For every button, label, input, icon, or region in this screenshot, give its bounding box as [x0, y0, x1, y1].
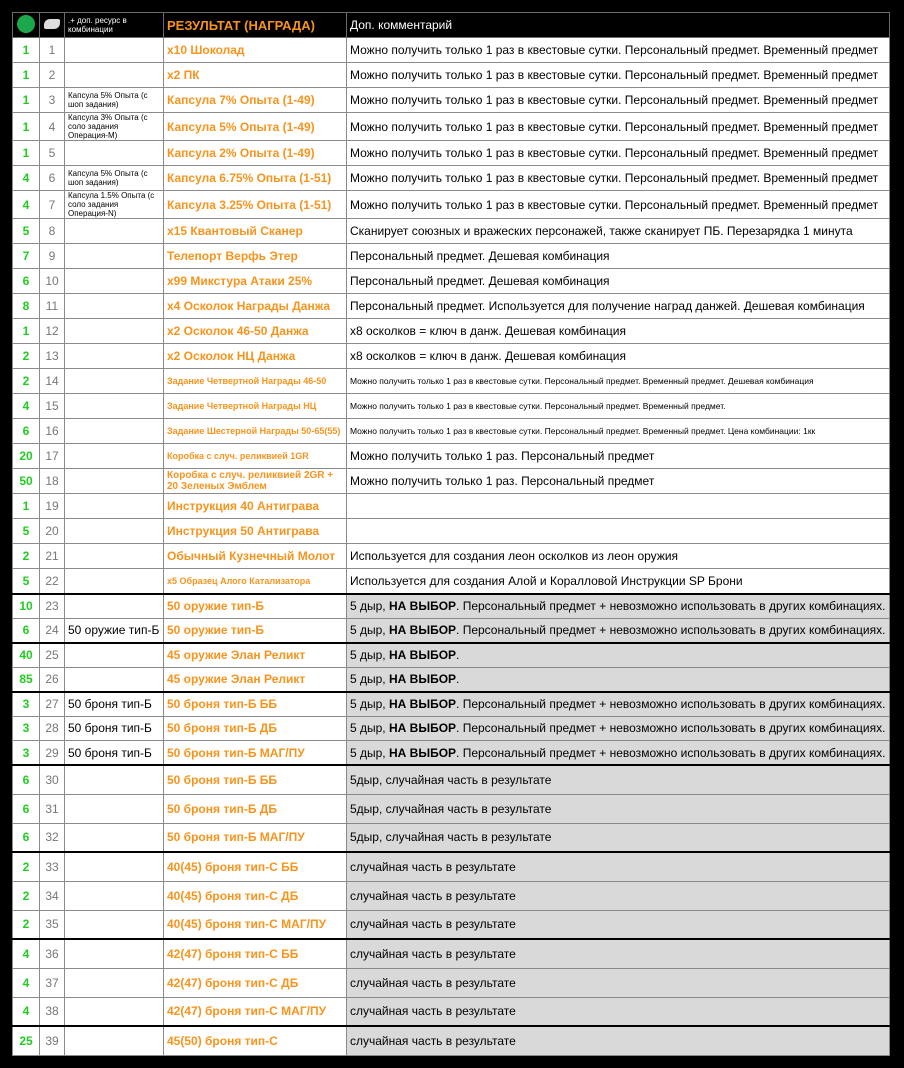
comment-choice: НА ВЫБОР: [388, 745, 457, 760]
row-number: 2: [40, 63, 65, 88]
row-extra-resource: [65, 469, 164, 494]
table-row: [13, 667, 890, 692]
table-row: [13, 618, 890, 643]
row-result-name: Обычный Кузнечный Молот: [164, 544, 347, 569]
row-number: 29: [40, 741, 65, 766]
table-row: [13, 63, 890, 88]
table-row: [13, 939, 890, 968]
table-row: [13, 692, 890, 717]
comment-choice: НА ВЫБОР: [388, 721, 457, 736]
row-extra-resource: [65, 594, 164, 619]
row-count: 3: [13, 716, 40, 741]
row-result-name: Задание Шестерной Награды 50-65(55): [164, 419, 347, 444]
row-comment: [347, 692, 890, 717]
row-comment: случайная часть в результате: [347, 1026, 890, 1055]
table-row: [13, 910, 890, 939]
row-number: 22: [40, 569, 65, 594]
row-number: 16: [40, 419, 65, 444]
row-extra-resource: Капсула 3% Опыта (с соло задания Операция-М): [65, 113, 164, 141]
row-number: 35: [40, 910, 65, 939]
row-count: 4: [13, 394, 40, 419]
row-comment: Персональный предмет. Дешевая комбинация: [347, 269, 890, 294]
row-count: 20: [13, 444, 40, 469]
row-count: 2: [13, 881, 40, 910]
row-extra-resource: [65, 643, 164, 668]
comment-part: 5 дыр,: [350, 648, 389, 662]
row-number: 5: [40, 141, 65, 166]
row-result-name: x4 Осколок Награды Данжа: [164, 294, 347, 319]
row-result-name: Задание Четвертной Награды НЦ: [164, 394, 347, 419]
row-extra-resource: Капсула 5% Опыта (с шоп задания): [65, 88, 164, 113]
row-comment: [347, 667, 890, 692]
row-number: 8: [40, 219, 65, 244]
table-row: [13, 88, 890, 113]
row-count: 6: [13, 618, 40, 643]
row-number: 12: [40, 319, 65, 344]
row-number: 30: [40, 765, 65, 794]
row-extra-resource: [65, 968, 164, 997]
row-number: 4: [40, 113, 65, 141]
comment-part: 5 дыр,: [350, 599, 389, 613]
row-comment: [347, 594, 890, 619]
comment-part: 5 дыр,: [350, 672, 389, 686]
row-number: 18: [40, 469, 65, 494]
row-count: 1: [13, 88, 40, 113]
row-count: 5: [13, 569, 40, 594]
table-row: [13, 444, 890, 469]
row-result-name: 50 броня тип-Б ДБ: [164, 716, 347, 741]
row-number: 25: [40, 643, 65, 668]
row-result-name: 40(45) броня тип-С ББ: [164, 852, 347, 881]
comment-part: 5 дыр,: [350, 721, 389, 736]
row-comment: Персональный предмет. Дешевая комбинация: [347, 244, 890, 269]
table-row: [13, 643, 890, 668]
row-result-name: Капсула 6.75% Опыта (1-51): [164, 166, 347, 191]
row-comment: случайная часть в результате: [347, 968, 890, 997]
comment-part: . Персональный предмет + невозможно использовать в других комбинациях.: [456, 745, 886, 760]
row-comment: Сканирует союзных и вражеских персонажей, также сканирует ПБ. Перезарядка 1 минута: [347, 219, 890, 244]
row-number: 10: [40, 269, 65, 294]
row-number: 21: [40, 544, 65, 569]
row-result-name: Коробка с случ. реликвией 2GR + 20 Зеленых Эмблем: [164, 469, 347, 494]
row-comment: [347, 716, 890, 741]
row-comment: Можно получить только 1 раз в квестовые сутки. Персональный предмет. Временный предмет.: [347, 394, 890, 419]
row-result-name: 40(45) броня тип-С ДБ: [164, 881, 347, 910]
header-row: [13, 13, 890, 38]
creature-icon: [44, 19, 60, 29]
row-extra-resource: [65, 881, 164, 910]
row-extra-resource: [65, 419, 164, 444]
row-extra-resource: [65, 569, 164, 594]
row-number: 3: [40, 88, 65, 113]
row-extra-resource: [65, 244, 164, 269]
row-extra-resource: 50 броня тип-Б: [65, 716, 164, 741]
header-num-cell: [40, 13, 65, 38]
row-result-name: 45(50) броня тип-С: [164, 1026, 347, 1055]
table-row: [13, 794, 890, 823]
row-comment: Можно получить только 1 раз. Персональный предмет: [347, 444, 890, 469]
row-comment: Используется для создания Алой и Коралловой Инструкции SP Брони: [347, 569, 890, 594]
row-count: 1: [13, 113, 40, 141]
row-number: 20: [40, 519, 65, 544]
row-extra-resource: [65, 141, 164, 166]
row-count: 4: [13, 939, 40, 968]
row-result-name: Капсула 5% Опыта (1-49): [164, 113, 347, 141]
row-extra-resource: [65, 939, 164, 968]
row-comment: 5дыр, случайная часть в результате: [347, 823, 890, 852]
row-count: 5: [13, 519, 40, 544]
row-count: 7: [13, 244, 40, 269]
row-count: 6: [13, 765, 40, 794]
table-row: [13, 294, 890, 319]
row-number: 23: [40, 594, 65, 619]
row-comment: [347, 643, 890, 668]
row-number: 34: [40, 881, 65, 910]
comment-part: . Персональный предмет + невозможно использовать в других комбинациях.: [456, 599, 886, 613]
row-comment: Можно получить только 1 раз в квестовые сутки. Персональный предмет. Временный предмет: [347, 38, 890, 63]
table-row: [13, 191, 890, 219]
row-number: 36: [40, 939, 65, 968]
table-row: [13, 594, 890, 619]
row-comment: [347, 618, 890, 643]
row-count: 25: [13, 1026, 40, 1055]
comment-choice: НА ВЫБОР: [388, 623, 457, 637]
row-number: 7: [40, 191, 65, 219]
row-extra-resource: 50 броня тип-Б: [65, 692, 164, 717]
row-count: 5: [13, 219, 40, 244]
row-comment: случайная часть в результате: [347, 997, 890, 1026]
row-number: 1: [40, 38, 65, 63]
table-row: [13, 344, 890, 369]
table-row: [13, 369, 890, 394]
combination-table-container: [12, 12, 889, 1056]
row-number: 11: [40, 294, 65, 319]
row-extra-resource: [65, 269, 164, 294]
row-comment: Можно получить только 1 раз в квестовые сутки. Персональный предмет. Временный предмет: [347, 88, 890, 113]
row-number: 6: [40, 166, 65, 191]
row-extra-resource: [65, 63, 164, 88]
table-row: [13, 244, 890, 269]
comment-part: . Персональный предмет + невозможно использовать в других комбинациях.: [456, 721, 886, 736]
row-result-name: x99 Микстура Атаки 25%: [164, 269, 347, 294]
table-row: [13, 166, 890, 191]
row-comment: Можно получить только 1 раз в квестовые сутки. Персональный предмет. Временный предмет: [347, 166, 890, 191]
row-comment: x8 осколков = ключ в данж. Дешевая комбинация: [347, 344, 890, 369]
table-row: [13, 519, 890, 544]
row-number: 38: [40, 997, 65, 1026]
row-number: 24: [40, 618, 65, 643]
row-result-name: 42(47) броня тип-С ДБ: [164, 968, 347, 997]
row-count: 4: [13, 997, 40, 1026]
table-row: [13, 765, 890, 794]
row-comment: 5дыр, случайная часть в результате: [347, 765, 890, 794]
row-result-name: 50 броня тип-Б МАГ/ПУ: [164, 823, 347, 852]
row-extra-resource: [65, 219, 164, 244]
comment-part: . Персональный предмет + невозможно использовать в других комбинациях.: [456, 623, 886, 637]
row-count: 50: [13, 469, 40, 494]
row-extra-resource: [65, 765, 164, 794]
row-result-name: 50 броня тип-Б МАГ/ПУ: [164, 741, 347, 766]
row-count: 8: [13, 294, 40, 319]
table-row: [13, 881, 890, 910]
table-row: [13, 852, 890, 881]
row-count: 1: [13, 319, 40, 344]
header-result: РЕЗУЛЬТАТ (НАГРАДА): [164, 13, 347, 38]
header-comment: Доп. комментарий: [347, 13, 890, 38]
row-result-name: 50 оружие тип-Б: [164, 594, 347, 619]
table-row: [13, 38, 890, 63]
row-extra-resource: [65, 494, 164, 519]
row-comment: [347, 494, 890, 519]
row-count: 6: [13, 823, 40, 852]
row-count: 10: [13, 594, 40, 619]
row-extra-resource: Капсула 1.5% Опыта (с соло задания Операция-N): [65, 191, 164, 219]
row-comment: Можно получить только 1 раз в квестовые сутки. Персональный предмет. Временный предмет: [347, 191, 890, 219]
header-count-cell: [13, 13, 40, 38]
row-extra-resource: [65, 38, 164, 63]
row-result-name: 42(47) броня тип-С ББ: [164, 939, 347, 968]
comment-part: 5 дыр,: [350, 697, 389, 711]
row-number: 26: [40, 667, 65, 692]
table-row: [13, 319, 890, 344]
row-count: 1: [13, 38, 40, 63]
row-result-name: Коробка с случ. реликвией 1GR: [164, 444, 347, 469]
row-result-name: Капсула 2% Опыта (1-49): [164, 141, 347, 166]
comment-part: .: [456, 672, 460, 686]
row-extra-resource: [65, 344, 164, 369]
row-comment: случайная часть в результате: [347, 852, 890, 881]
row-count: 2: [13, 369, 40, 394]
row-count: 3: [13, 692, 40, 717]
row-count: 4: [13, 166, 40, 191]
row-count: 85: [13, 667, 40, 692]
row-result-name: x2 Осколок 46-50 Данжа: [164, 319, 347, 344]
row-extra-resource: [65, 369, 164, 394]
table-row: [13, 469, 890, 494]
table-row: [13, 997, 890, 1026]
row-extra-resource: [65, 294, 164, 319]
row-count: 6: [13, 269, 40, 294]
row-count: 1: [13, 494, 40, 519]
table-row: [13, 716, 890, 741]
table-row: [13, 544, 890, 569]
table-row: [13, 113, 890, 141]
row-result-name: Инструкция 50 Антиграва: [164, 519, 347, 544]
table-body: [13, 38, 890, 1056]
row-result-name: x5 Образец Алого Катализатора: [164, 569, 347, 594]
row-comment: 5дыр, случайная часть в результате: [347, 794, 890, 823]
row-comment: Можно получить только 1 раз в квестовые сутки. Персональный предмет. Временный предмет. Цена комбинации: 1кк: [347, 419, 890, 444]
row-count: 3: [13, 741, 40, 766]
table-row: [13, 823, 890, 852]
row-number: 28: [40, 716, 65, 741]
row-comment: случайная часть в результате: [347, 939, 890, 968]
row-result-name: Задание Четвертной Награды 46-50: [164, 369, 347, 394]
row-count: 1: [13, 141, 40, 166]
row-extra-resource: [65, 319, 164, 344]
row-extra-resource: [65, 667, 164, 692]
row-number: 33: [40, 852, 65, 881]
row-result-name: 50 броня тип-Б ББ: [164, 692, 347, 717]
comment-part: 5 дыр,: [350, 745, 389, 760]
row-extra-resource: [65, 823, 164, 852]
table-row: [13, 269, 890, 294]
row-number: 15: [40, 394, 65, 419]
row-comment: случайная часть в результате: [347, 910, 890, 939]
row-comment: Можно получить только 1 раз в квестовые сутки. Персональный предмет. Временный предмет: [347, 141, 890, 166]
row-count: 4: [13, 968, 40, 997]
row-result-name: 40(45) броня тип-С МАГ/ПУ: [164, 910, 347, 939]
row-result-name: 42(47) броня тип-С МАГ/ПУ: [164, 997, 347, 1026]
row-result-name: 45 оружие Элан Реликт: [164, 643, 347, 668]
row-extra-resource: [65, 997, 164, 1026]
row-number: 39: [40, 1026, 65, 1055]
row-number: 9: [40, 244, 65, 269]
row-comment: Используется для создания леон осколков из леон оружия: [347, 544, 890, 569]
row-number: 32: [40, 823, 65, 852]
comment-part: .: [456, 648, 460, 662]
row-extra-resource: 50 броня тип-Б: [65, 741, 164, 766]
row-result-name: 50 оружие тип-Б: [164, 618, 347, 643]
table-row: [13, 141, 890, 166]
header-extra: .+ доп. ресурс в комбинации: [65, 13, 164, 38]
table-row: [13, 419, 890, 444]
row-result-name: 50 броня тип-Б ДБ: [164, 794, 347, 823]
row-comment: Персональный предмет. Используется для получение наград данжей. Дешевая комбинация: [347, 294, 890, 319]
comment-choice: НА ВЫБОР: [388, 697, 457, 711]
row-extra-resource: [65, 910, 164, 939]
row-comment: Можно получить только 1 раз в квестовые сутки. Персональный предмет. Временный предмет. Дешевая комбинация: [347, 369, 890, 394]
row-result-name: 50 броня тип-Б ББ: [164, 765, 347, 794]
row-result-name: x2 Осколок НЦ Данжа: [164, 344, 347, 369]
row-number: 27: [40, 692, 65, 717]
row-extra-resource: Капсула 5% Опыта (с шоп задания): [65, 166, 164, 191]
table-row: [13, 741, 890, 766]
row-count: 2: [13, 910, 40, 939]
table-row: [13, 494, 890, 519]
row-comment: [347, 519, 890, 544]
row-comment: Можно получить только 1 раз. Персональный предмет: [347, 469, 890, 494]
row-count: 40: [13, 643, 40, 668]
comment-choice: НА ВЫБОР: [388, 599, 457, 613]
row-comment: [347, 741, 890, 766]
table-row: [13, 394, 890, 419]
table-row: [13, 968, 890, 997]
row-count: 6: [13, 419, 40, 444]
row-extra-resource: [65, 1026, 164, 1055]
row-number: 13: [40, 344, 65, 369]
row-result-name: Телепорт Верфь Этер: [164, 244, 347, 269]
row-result-name: x2 ПК: [164, 63, 347, 88]
row-extra-resource: [65, 519, 164, 544]
row-count: 6: [13, 794, 40, 823]
row-extra-resource: [65, 394, 164, 419]
row-count: 2: [13, 344, 40, 369]
row-extra-resource: [65, 794, 164, 823]
combination-table: [12, 12, 890, 1056]
row-number: 37: [40, 968, 65, 997]
row-result-name: Капсула 7% Опыта (1-49): [164, 88, 347, 113]
row-count: 2: [13, 852, 40, 881]
row-result-name: Инструкция 40 Антиграва: [164, 494, 347, 519]
row-result-name: 45 оружие Элан Реликт: [164, 667, 347, 692]
table-row: [13, 569, 890, 594]
row-extra-resource: [65, 544, 164, 569]
row-number: 19: [40, 494, 65, 519]
comment-part: 5 дыр,: [350, 623, 389, 637]
row-extra-resource: [65, 852, 164, 881]
row-comment: случайная часть в результате: [347, 881, 890, 910]
row-count: 1: [13, 63, 40, 88]
row-number: 17: [40, 444, 65, 469]
row-count: 4: [13, 191, 40, 219]
emblem-icon: [17, 15, 35, 33]
row-extra-resource: [65, 444, 164, 469]
row-result-name: Капсула 3.25% Опыта (1-51): [164, 191, 347, 219]
row-comment: Можно получить только 1 раз в квестовые сутки. Персональный предмет. Временный предмет: [347, 63, 890, 88]
table-row: [13, 1026, 890, 1055]
row-extra-resource: 50 оружие тип-Б: [65, 618, 164, 643]
row-count: 2: [13, 544, 40, 569]
table-row: [13, 219, 890, 244]
comment-choice: НА ВЫБОР: [388, 648, 457, 662]
row-result-name: x15 Квантовый Сканер: [164, 219, 347, 244]
row-number: 14: [40, 369, 65, 394]
row-comment: x8 осколков = ключ в данж. Дешевая комбинация: [347, 319, 890, 344]
row-result-name: x10 Шоколад: [164, 38, 347, 63]
row-number: 31: [40, 794, 65, 823]
comment-part: . Персональный предмет + невозможно использовать в других комбинациях.: [456, 697, 886, 711]
row-comment: Можно получить только 1 раз в квестовые сутки. Персональный предмет. Временный предмет: [347, 113, 890, 141]
comment-choice: НА ВЫБОР: [388, 672, 457, 686]
